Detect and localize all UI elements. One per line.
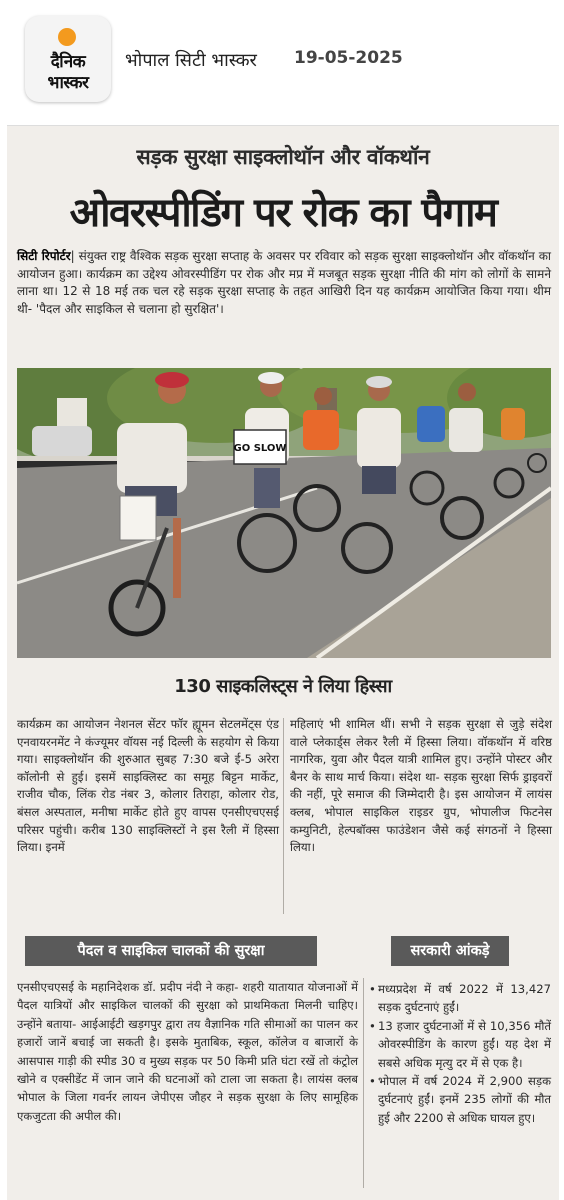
article-kicker: सड़क सुरक्षा साइक्लोथॉन और वॉकथॉन bbox=[136, 145, 430, 169]
article-intro bbox=[17, 248, 551, 318]
pedestrian-safety-text: एनसीएचएसई के महानिदेशक डॉ. प्रदीप नंदी ने कहा- शहरी यातायात योजनाओं में पैदल यात्रियों और साइकिल चालकों की सुरक्षा को प्राथमिकता मिलनी चाहिए। उन्होंने बताया- आईआईटी खड़गपुर द्वारा तय वैज्ञानिक गति सीमाओं का पालन कर हजारों जानें बचाई जा सकती है। इसके मुताबिक, स्कूल, कॉलेज व बाजारों के आसपास गाड़ी की स्पीड 30 व मुख्य सड़क पर 50 किमी प्रति घंटा रखें तो कंट्रोल खोने व एक्सीडेंट में जान जाने की घटनाओं को टाला जा सकता है। लायंस क्लब भोपाल के जिला गवर्नर लायन जेपीएस जौहर ने सड़क सुरक्षा के लिए सामूहिक एकजुटता की अपील की। bbox=[17, 980, 358, 1123]
logo-text-line1: दैनिक bbox=[50, 52, 86, 72]
edition-name: भोपाल सिटी भास्कर bbox=[125, 50, 257, 71]
stat-item: • भोपाल में वर्ष 2024 में 2,900 सड़क दुर्घटनाएं हुईं। इनमें 235 लोगों की मौत हुई और 2200 से अधिक घायल हुए। bbox=[369, 1072, 551, 1127]
body-column-right: महिलाएं भी शामिल थीं। सभी ने सड़क सुरक्षा से जुड़े संदेश वाले प्लेकार्ड्स लेकर रैली में हिस्सा लिया। वॉकथॉन में वरिष्ठ नागरिक, युवा और पैदल यात्री शामिल हुए। उन्होंने पोस्टर और बैनर के साथ मार्च किया। संदेश था- सड़क सुरक्षा सिर्फ ड्राइवरों की नहीं, पूरे समाज की जिम्मेदारी है। इस आयोजन में लायंस क्लब, भोपाल साइकिल राइडर ग्रुप, भोपालीज फिटनेस कम्युनिटी, हेल्पबॉक्स फाउंडेशन जैसे कई संगठनों ने हिस्सा लिया। bbox=[290, 717, 552, 855]
go-slow-placard: GO SLOW bbox=[233, 443, 287, 454]
body-column-left: कार्यक्रम का आयोजन नेशनल सेंटर फॉर ह्यूमन सेटलमेंट्स एंड एनवायरनमेंट ने कंज्यूमर वॉयस नई दिल्ली के सहयोग से किया गया। साइक्लोथॉन की शुरुआत सुबह 7:30 बजे ई-5 अरेरा कॉलोनी से हुई। इसमें साइक्लिस्ट का समूह बिट्टन मार्केट, राजीव चौक, लिंक रोड नंबर 3, कोलार तिराहा, कोलार रोड, बंसल अस्पताल, मनीषा मार्केट होते हुए वापस एनसीएचएसई परिसर पहुंची। करीब 130 साइक्लिस्टों ने इस रैली में हिस्सा लिया। इनमें bbox=[17, 717, 279, 855]
pedestrian-safety-heading: पैदल व साइकिल चालकों की सुरक्षा bbox=[25, 936, 317, 966]
byline: सिटी रिपोर्टर bbox=[17, 249, 71, 263]
intro-text: संयुक्त राष्ट्र वैश्विक सड़क सुरक्षा सप्ताह के अवसर पर रविवार को सड़क सुरक्षा साइक्लोथॉन और वॉकथॉन का आयोजन हुआ। कार्यक्रम का उद्देश्य ओवरस्पीडिंग पर रोक और मप्र में मजबूत सड़क सुरक्षा नीति की मांग को लोगों के सामने लाना था। 12 से 18 मई तक चल रहे सड़क सुरक्षा सप्ताह के तहत आखिरी दिन यह कार्यक्रम आयोजित किया गया। थीम थी- 'पैदल और साइकिल से चलाना हो सुरक्षित'। bbox=[17, 249, 552, 316]
cyclists-rally-photo bbox=[17, 368, 551, 658]
govt-stats-list bbox=[369, 980, 551, 1127]
stat-item: • 13 हजार दुर्घटनाओं में से 10,356 मौतें ओवरस्पीडिंग के कारण हुईं। यह देश में सबसे अधिक मृत्यु दर में से एक है। bbox=[369, 1017, 551, 1072]
logo-text-line2: भास्कर bbox=[47, 73, 89, 93]
article-headline: ओवरस्पीडिंग पर रोक का पैगाम bbox=[69, 190, 497, 236]
publication-date: 19-05-2025 bbox=[294, 48, 403, 68]
dainik-bhaskar-logo[interactable] bbox=[25, 16, 111, 102]
newspaper-clipping[interactable] bbox=[7, 125, 559, 1200]
govt-stats-heading: सरकारी आंकड़े bbox=[391, 936, 509, 966]
app-header bbox=[0, 0, 564, 118]
column-divider bbox=[283, 718, 284, 914]
stat-item: • मध्यप्रदेश में वर्ष 2022 में 13,427 सड़क दुर्घटनाएं हुईं। bbox=[369, 980, 551, 1017]
box-divider bbox=[363, 978, 364, 1188]
section-subhead: 130 साइकलिस्ट्स ने लिया हिस्सा bbox=[174, 676, 392, 697]
sun-icon bbox=[58, 28, 76, 46]
byline-separator: | bbox=[70, 249, 79, 263]
